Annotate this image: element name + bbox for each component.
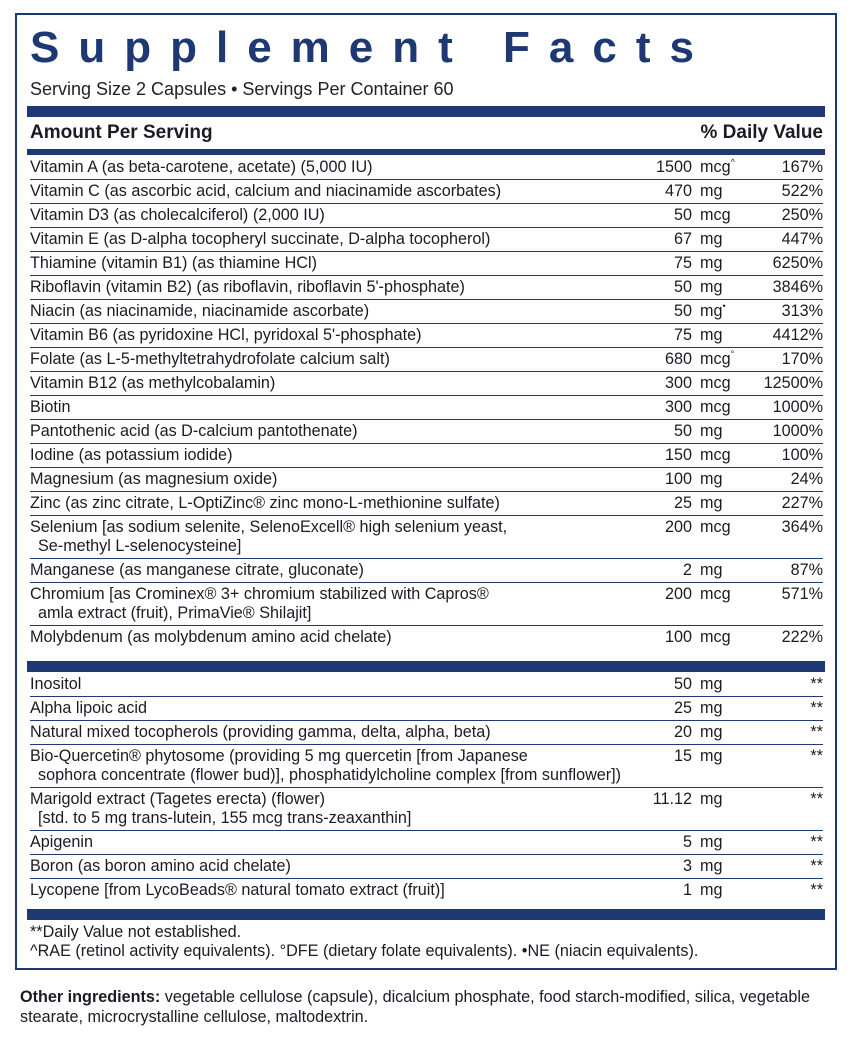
amount-value: 470 [664,182,692,200]
unit-text: mcg [700,374,731,392]
unit-text: mcg [700,206,731,224]
daily-value: 313% [781,302,823,320]
other-ingredients-label: Other ingredients: [20,988,161,1006]
table-row [30,878,823,902]
nutrient-name-line: Natural mixed tocopherols (providing gamma, delta, alpha, beta) [30,723,491,741]
nutrient-name [30,585,628,623]
daily-value: ** [810,675,823,693]
daily-value: 167% [781,158,823,176]
supplement-facts-panel [15,13,837,970]
amount-unit [700,561,723,580]
daily-value: 1000% [772,422,823,440]
amount-unit [700,585,731,604]
amount-header-row [30,117,823,149]
nutrient-name [30,422,628,441]
amount-unit [700,628,731,647]
unit-text: mg [700,302,723,320]
footnote-dv: **Daily Value not established. [30,923,242,941]
daily-value: 227% [781,494,823,512]
nutrient-name-line: Vitamin A (as beta-carotene, acetate) (5,000 IU) [30,158,373,176]
amount-unit [700,699,723,718]
nutrient-name-line: Magnesium (as magnesium oxide) [30,470,278,488]
amount-value: 1500 [655,158,692,176]
footnote-marker: ^ [730,157,735,167]
unit-text: mg [700,561,723,579]
nutrient-name-line: Pantothenic acid (as D-calcium pantothenate) [30,422,358,440]
nutrient-name [30,790,628,828]
unit-text: mcg [700,350,731,368]
nutrient-name [30,723,628,742]
amount-value: 11.12 [652,790,692,808]
unit-text: mg [700,747,723,765]
daily-value: 3846% [772,278,823,296]
nutrient-name-line: Bio-Quercetin® phytosome (providing 5 mg quercetin [from Japanese [30,747,528,765]
daily-value: ** [810,747,823,765]
thick-divider-bottom [27,909,825,920]
nutrient-name [30,470,628,489]
amount-unit [700,278,723,297]
unit-text: mg [700,326,723,344]
daily-value: 447% [781,230,823,248]
daily-value: 1000% [772,398,823,416]
table-row [30,787,823,830]
amount-value: 100 [664,470,692,488]
amount-value: 100 [664,628,692,646]
table-row [30,371,823,395]
amount-value: 50 [673,206,692,224]
nutrient-name [30,494,628,513]
amount-unit [700,230,723,249]
amount-value: 75 [673,326,692,344]
daily-value: ** [810,881,823,899]
nutrient-name-line: Apigenin [30,833,94,851]
nutrient-name [30,350,628,369]
nutrient-name-line: Vitamin C (as ascorbic acid, calcium and niacinamide ascorbates) [30,182,502,200]
daily-value: 24% [790,470,823,488]
amount-value: 200 [664,518,692,536]
unit-text: mg [700,881,723,899]
table-row [30,696,823,720]
unit-text: mg [700,857,723,875]
nutrient-name [30,302,628,321]
nutrient-name [30,158,628,177]
amount-unit [700,881,723,900]
nutrient-name [30,254,628,273]
nutrient-name [30,278,628,297]
daily-value: 4412% [772,326,823,344]
vitamin-rows [30,156,823,649]
nutrient-name [30,699,628,718]
nutrient-name-line: Folate (as L-5-methyltetrahydrofolate calcium salt) [30,350,390,368]
nutrient-name-line: Vitamin B12 (as methylcobalamin) [30,374,276,392]
footnote-marker: ° [730,349,735,359]
amount-unit [700,206,731,225]
amount-value: 3 [682,857,692,875]
nutrient-name [30,881,628,900]
nutrient-name [30,182,628,201]
daily-value: 6250% [772,254,823,272]
table-row [30,347,823,371]
amount-unit [700,398,731,417]
nutrient-name [30,747,628,785]
daily-value-label: % Daily Value [700,122,823,143]
amount-value: 50 [673,422,692,440]
nutrient-name-line: Riboflavin (vitamin B2) (as riboflavin, riboflavin 5'-phosphate) [30,278,465,296]
nutrient-name-continuation: Se-methyl L-selenocysteine] [38,537,242,555]
table-row [30,156,823,179]
amount-value: 300 [664,374,692,392]
table-row [30,395,823,419]
amount-value: 15 [673,747,692,765]
daily-value: 522% [781,182,823,200]
table-row [30,515,823,558]
footnote-marker: • [722,301,726,311]
table-row [30,203,823,227]
daily-value: ** [810,833,823,851]
unit-text: mg [700,699,723,717]
table-row [30,854,823,878]
table-row [30,467,823,491]
amount-unit [700,182,723,201]
amount-unit [700,350,734,369]
nutrient-name [30,374,628,393]
footnotes [30,923,698,961]
nutrient-name [30,857,628,876]
nutrient-name-line: Boron (as boron amino acid chelate) [30,857,291,875]
daily-value: 571% [781,585,823,603]
table-row [30,419,823,443]
nutrient-name-line: Selenium [as sodium selenite, SelenoExcell® high selenium yeast, [30,518,508,536]
nutrient-name [30,230,628,249]
unit-text: mg [700,723,723,741]
amount-unit [700,446,731,465]
nutrient-name [30,675,628,694]
footnote-equivalents: ^RAE (retinol activity equivalents). °DFE (dietary folate equivalents). •NE (niacin equivalents). [30,942,699,960]
table-row [30,491,823,515]
amount-value: 67 [673,230,692,248]
nutrient-name-line: Molybdenum (as molybdenum amino acid chelate) [30,628,392,646]
medium-divider [27,149,825,155]
unit-text: mg [700,422,723,440]
amount-unit [700,518,731,537]
nutrient-name [30,518,628,556]
daily-value: 12500% [763,374,823,392]
amount-unit [700,158,735,177]
table-row [30,227,823,251]
unit-text: mcg [700,518,731,536]
amount-unit [700,374,731,393]
nutrient-name-continuation: sophora concentrate (flower bud)], phosphatidylcholine complex [from sunflower]) [38,766,622,784]
nutrient-name-line: Vitamin B6 (as pyridoxine HCl, pyridoxal 5'-phosphate) [30,326,422,344]
nutrient-name-line: Vitamin D3 (as cholecalciferol) (2,000 IU) [30,206,325,224]
unit-text: mg [700,675,723,693]
table-row [30,673,823,696]
table-row [30,179,823,203]
table-row [30,251,823,275]
amount-per-serving-label: Amount Per Serving [30,122,213,143]
unit-text: mg [700,833,723,851]
daily-value: 222% [781,628,823,646]
unit-text: mcg [700,628,731,646]
amount-unit [700,254,723,273]
nutrient-name-line: Alpha lipoic acid [30,699,147,717]
nutrient-name-line: Chromium [as Crominex® 3+ chromium stabilized with Capros® [30,585,489,603]
table-row [30,558,823,582]
amount-unit [700,326,723,345]
amount-value: 150 [664,446,692,464]
nutrient-name [30,398,628,417]
nutrient-name-line: Lycopene [from LycoBeads® natural tomato extract (fruit)] [30,881,445,899]
other-ingredients [20,987,820,1027]
daily-value: 87% [790,561,823,579]
nutrient-name-continuation: amla extract (fruit), PrimaVie® Shilajit] [38,604,312,622]
panel-title: Supplement Facts [30,23,713,72]
amount-unit [700,302,726,321]
other-ingredient-rows [30,673,823,902]
unit-text: mg [700,790,723,808]
nutrient-name-line: Niacin (as niacinamide, niacinamide ascorbate) [30,302,370,320]
amount-unit [700,723,723,742]
nutrient-name-line: Marigold extract (Tagetes erecta) (flower) [30,790,326,808]
unit-text: mcg [700,158,731,176]
nutrient-name-line: Inositol [30,675,82,693]
unit-text: mg [700,182,723,200]
thick-divider [27,106,825,117]
unit-text: mg [700,470,723,488]
unit-text: mcg [700,398,731,416]
amount-value: 50 [673,675,692,693]
amount-unit [700,470,723,489]
amount-value: 2 [682,561,692,579]
amount-value: 1 [682,881,692,899]
unit-text: mg [700,494,723,512]
table-row [30,720,823,744]
amount-value: 25 [673,494,692,512]
thick-divider-middle [27,661,825,672]
unit-text: mg [700,278,723,296]
unit-text: mg [700,254,723,272]
amount-value: 20 [673,723,692,741]
daily-value: ** [810,699,823,717]
unit-text: mcg [700,585,731,603]
daily-value: ** [810,723,823,741]
amount-value: 5 [682,833,692,851]
daily-value: ** [810,857,823,875]
nutrient-name [30,628,628,647]
table-row [30,830,823,854]
amount-value: 680 [664,350,692,368]
amount-value: 25 [673,699,692,717]
amount-unit [700,747,723,766]
daily-value: 100% [781,446,823,464]
table-row [30,744,823,787]
amount-value: 200 [664,585,692,603]
nutrient-name [30,561,628,580]
amount-unit [700,857,723,876]
amount-unit [700,833,723,852]
nutrient-name [30,206,628,225]
table-row [30,275,823,299]
nutrient-name [30,446,628,465]
table-row [30,625,823,649]
amount-unit [700,675,723,694]
table-row [30,299,823,323]
daily-value: 364% [781,518,823,536]
table-row [30,443,823,467]
nutrient-name-line: Vitamin E (as D-alpha tocopheryl succinate, D-alpha tocopherol) [30,230,491,248]
daily-value: 170% [781,350,823,368]
amount-value: 50 [673,302,692,320]
nutrient-name-line: Zinc (as zinc citrate, L-OptiZinc® zinc mono-L-methionine sulfate) [30,494,500,512]
nutrient-name-line: Manganese (as manganese citrate, gluconate) [30,561,364,579]
nutrient-name-line: Thiamine (vitamin B1) (as thiamine HCl) [30,254,317,272]
unit-text: mcg [700,446,731,464]
daily-value: 250% [781,206,823,224]
amount-value: 50 [673,278,692,296]
amount-unit [700,494,723,513]
nutrient-name [30,326,628,345]
nutrient-name-continuation: [std. to 5 mg trans-lutein, 155 mcg trans-zeaxanthin] [38,809,412,827]
amount-value: 300 [664,398,692,416]
nutrient-name-line: Biotin [30,398,71,416]
amount-unit [700,790,723,809]
serving-info: Serving Size 2 Capsules • Servings Per Container 60 [30,79,454,99]
daily-value: ** [810,790,823,808]
amount-unit [700,422,723,441]
nutrient-name [30,833,628,852]
other-ingredients-text: vegetable cellulose (capsule), dicalcium phosphate, food starch-modified, silica, vegetable stearate, microcrystalline cellulose, maltodextrin. [20,988,810,1026]
amount-value: 75 [673,254,692,272]
nutrient-name-line: Iodine (as potassium iodide) [30,446,233,464]
table-row [30,323,823,347]
table-row [30,582,823,625]
unit-text: mg [700,230,723,248]
